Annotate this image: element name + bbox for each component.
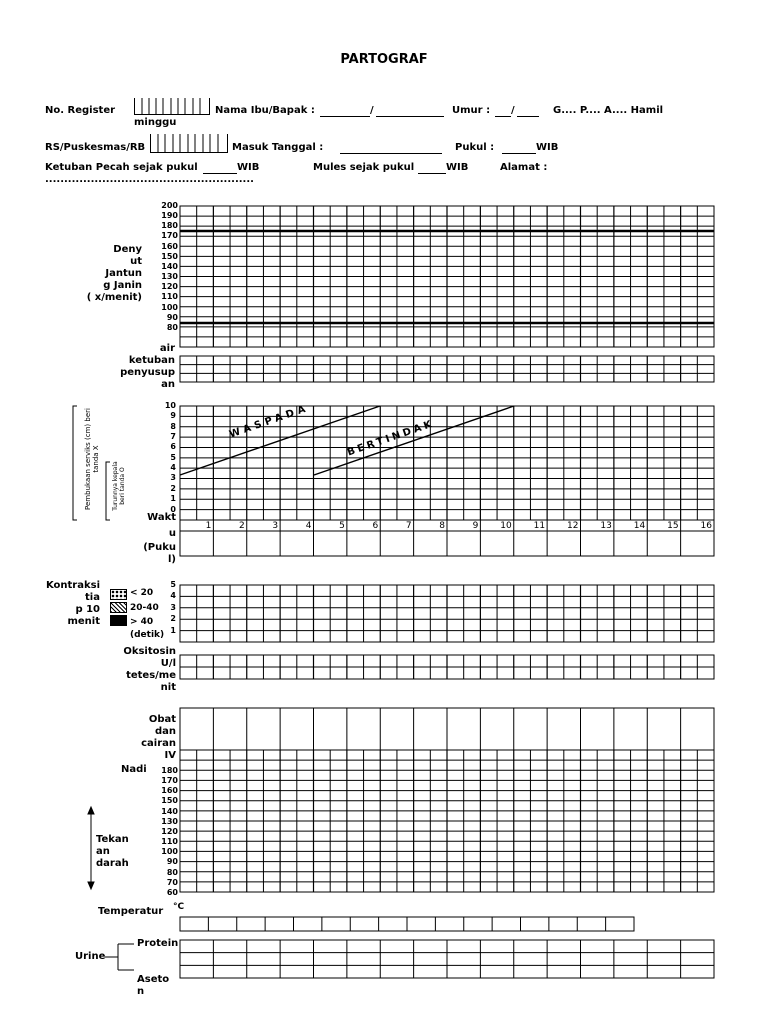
- axis-tick: 7: [170, 432, 176, 442]
- kontraksi-label: Kontraksi tia p 10 menit: [45, 580, 100, 627]
- bertindak-label: BERTINDAK: [346, 418, 437, 459]
- nama-label: Nama Ibu/Bapak :: [215, 105, 315, 116]
- axis-tick: 170: [161, 231, 178, 241]
- hour-label: 1: [205, 521, 212, 531]
- axis-tick: 110: [161, 837, 178, 847]
- hour-label: 3: [272, 521, 279, 531]
- axis-tick: 60: [166, 887, 178, 897]
- axis-tick: 0: [170, 504, 176, 514]
- ketuban-wib: WIB: [237, 162, 260, 173]
- no-register-label: No. Register: [45, 105, 116, 116]
- nama-sep: /: [370, 105, 374, 116]
- axis-tick: 9: [170, 411, 176, 421]
- tekanan-label: Tekan an darah: [96, 834, 129, 869]
- hour-label: 7: [405, 521, 412, 531]
- legend-gt40: > 40: [130, 617, 154, 627]
- mules-label: Mules sejak pukul: [313, 162, 415, 173]
- minggu-label: minggu: [134, 117, 177, 128]
- axis-tick: 3: [170, 602, 176, 612]
- pukul-label: Pukul :: [455, 142, 495, 153]
- umur-sep: /: [511, 105, 515, 116]
- legend-solid-icon: [110, 615, 127, 626]
- axis-tick: 80: [166, 322, 178, 332]
- legend-20-40: 20-40: [130, 603, 159, 613]
- axis-tick: 90: [166, 312, 178, 322]
- hour-label: 14: [633, 521, 646, 531]
- axis-tick: 180: [161, 766, 178, 775]
- axis-tick: 150: [161, 796, 178, 806]
- detik-label: (detik): [130, 630, 165, 640]
- axis-tick: 90: [166, 857, 178, 867]
- djj-label: Deny ut Jantun g Janin ( x/menit): [86, 244, 142, 303]
- hour-label: 15: [667, 521, 679, 531]
- mules-wib: WIB: [446, 162, 469, 173]
- axis-tick: 2: [170, 483, 176, 493]
- hour-label: 10: [500, 521, 512, 531]
- hour-label: 2: [239, 521, 245, 531]
- axis-tick: 4: [170, 591, 176, 601]
- pukul-wib: WIB: [536, 142, 559, 153]
- legend-hatch-icon: [110, 602, 127, 613]
- hour-label: 6: [372, 521, 379, 531]
- axis-tick: 180: [161, 221, 178, 231]
- axis-tick: 1: [170, 625, 176, 635]
- hour-label: 16: [700, 521, 712, 531]
- hour-label: 11: [533, 521, 546, 531]
- axis-tick: 110: [161, 292, 178, 302]
- oksitosin-label: Oksitosin U/l tetes/me nit: [123, 646, 176, 693]
- waktu-label: Wakt u (Puku l): [143, 512, 176, 565]
- axis-tick: 140: [161, 806, 178, 816]
- hour-label: 5: [339, 521, 345, 531]
- serviks-side-label: Pembukaan serviks (cm) beri tanda X: [84, 408, 100, 510]
- page-title: PARTOGRAF: [340, 52, 428, 67]
- axis-tick: 5: [170, 580, 176, 589]
- waspada-label: WASPADA: [228, 402, 311, 441]
- protein-label: Protein: [137, 938, 179, 949]
- axis-tick: 160: [161, 241, 178, 251]
- hour-label: 4: [305, 521, 312, 531]
- obat-label: Obat dan cairan IV: [141, 714, 176, 761]
- legend-lt20: < 20: [130, 588, 154, 598]
- ketuban-label: Ketuban Pecah sejak pukul: [45, 162, 198, 173]
- axis-tick: 3: [170, 473, 176, 483]
- hour-label: 9: [472, 521, 479, 531]
- axis-tick: 200: [161, 201, 178, 210]
- axis-tick: 170: [161, 776, 178, 786]
- hour-label: 8: [439, 521, 445, 531]
- axis-tick: 4: [170, 463, 176, 473]
- masuk-label: Masuk Tanggal :: [232, 142, 324, 153]
- axis-tick: 130: [161, 816, 178, 826]
- axis-tick: 1: [170, 494, 176, 504]
- alamat-label: Alamat :: [500, 162, 548, 173]
- urine-label: Urine: [75, 951, 106, 962]
- gpa-label: G.... P.... A.... Hamil: [553, 105, 664, 116]
- axis-tick: 100: [161, 847, 178, 857]
- air-ketuban-label: air ketuban penyusup an: [120, 343, 175, 390]
- alamat-dots: .......................................................: [45, 174, 254, 185]
- axis-tick: 150: [161, 251, 178, 261]
- axis-tick: 140: [161, 261, 178, 271]
- axis-tick: 10: [164, 401, 176, 410]
- axis-tick: 120: [161, 826, 178, 836]
- legend-dots-icon: [110, 589, 127, 600]
- hour-label: 12: [567, 521, 579, 531]
- aseton-label: Aseto n: [137, 974, 170, 997]
- axis-tick: 120: [161, 282, 178, 292]
- axis-tick: 6: [170, 442, 176, 452]
- nadi-label: Nadi: [121, 764, 147, 775]
- hour-label: 13: [600, 521, 612, 531]
- axis-tick: 70: [166, 877, 178, 887]
- axis-tick: 130: [161, 272, 178, 282]
- axis-tick: 5: [170, 452, 176, 462]
- umur-label: Umur :: [452, 105, 491, 116]
- temperatur-label: Temperatur: [98, 906, 164, 917]
- axis-tick: 8: [170, 421, 176, 431]
- axis-tick: 190: [161, 211, 178, 221]
- axis-tick: 160: [161, 786, 178, 796]
- axis-tick: 2: [170, 614, 176, 624]
- axis-tick: 100: [161, 302, 178, 312]
- kepala-side-label: Turunnya kepala beri tanda O: [112, 461, 126, 511]
- rs-label: RS/Puskesmas/RB: [45, 142, 146, 153]
- axis-tick: 80: [166, 867, 178, 877]
- temperatur-unit: °C: [173, 902, 185, 912]
